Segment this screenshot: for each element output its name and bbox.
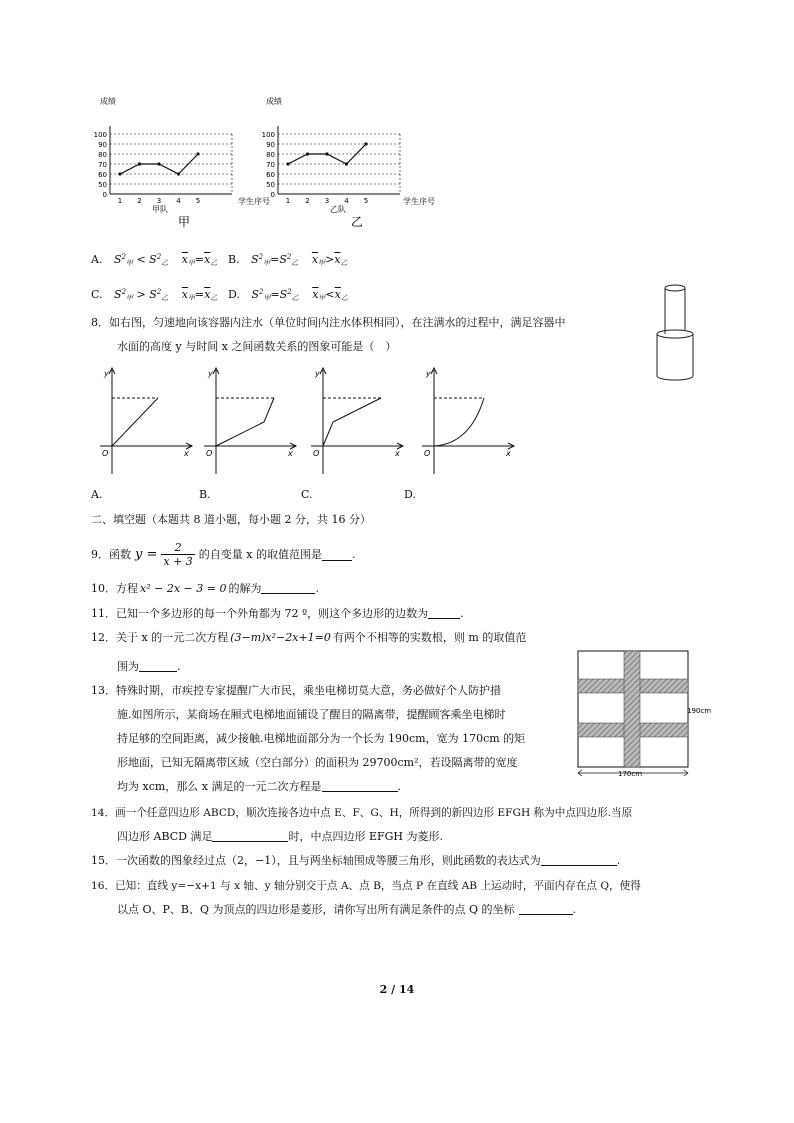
q7-option-c: C. $S^2_甲 > S^2_乙$ $\overline{x}_甲=\overline{x}_乙$	[91, 288, 218, 302]
svg-text:x: x	[288, 449, 293, 458]
chart-yi-caption: 乙	[351, 215, 364, 229]
chart-yi-team: 乙队	[330, 205, 346, 214]
jia-x-tick-label: 5	[195, 197, 201, 205]
q15-answer-blank[interactable]	[541, 853, 617, 866]
q13-line4: 形地面，已知无隔离带区域（空白部分）的面积为 29700cm²，若设隔离带的宽度	[117, 756, 518, 769]
yi-y-tick-label: 90	[266, 141, 275, 149]
svg-text:x: x	[506, 449, 511, 458]
q7-option-b: B. $S^2_甲=S^2_乙$ $\overline{x}_甲>\overline{x}_乙$	[228, 253, 348, 267]
yi-data-point	[364, 142, 367, 145]
yi-y-tick-label: 80	[266, 151, 275, 159]
yi-y-tick-label: 0	[270, 191, 275, 199]
q12-line2: 围为 .	[117, 660, 181, 673]
jia-x-tick-label: 2	[137, 197, 142, 205]
chart-yi-ylabel: 成绩	[266, 97, 282, 106]
q8-graph-c	[307, 364, 407, 482]
q8-line2: 水面的高度 y 与时间 x 之间函数关系的图象可能是（ ）	[117, 340, 397, 353]
q10-answer-blank[interactable]	[261, 581, 315, 594]
q8-graph-b	[200, 364, 300, 482]
page-number: 2 / 14	[379, 983, 415, 996]
q11: 11．已知一个多边形的每一个外角都为 72 º，则这个多边形的边数为 .	[91, 607, 464, 620]
jia-x-tick-label: 4	[176, 197, 181, 205]
yi-x-tick-label: 4	[344, 197, 349, 205]
jia-data-point	[196, 152, 199, 155]
yi-data-point	[325, 152, 328, 155]
q14-line1: 14．画一个任意四边形 ABCD，顺次连接各边中点 E、F、G、H，所得到的新四边形 EFGH 称为中点四边形.当原	[91, 807, 633, 819]
chart-jia-caption: 甲	[178, 215, 191, 229]
q11-answer-blank[interactable]	[428, 606, 460, 619]
q13-line1: 13．特殊时期，市疾控专家提醒广大市民，乘坐电梯切莫大意，务必做好个人防护措	[91, 684, 501, 697]
q15: 15．一次函数的图象经过点（2，−1），且与两坐标轴围成等腰三角形，则此函数的表达式为 .	[91, 854, 621, 867]
yi-x-tick-label: 3	[324, 197, 330, 205]
svg-text:O: O	[313, 449, 320, 458]
elevator-floor-figure	[574, 647, 714, 779]
chart-jia	[90, 94, 270, 234]
svg-text:y: y	[426, 369, 431, 378]
q13-line2: 施.如图所示，某商场在厢式电梯地面铺设了醒目的隔离带，提醒顾客乘坐电梯时	[117, 708, 506, 721]
q7-option-b-label: B.	[228, 253, 240, 266]
q14-answer-blank[interactable]	[212, 829, 288, 842]
jia-y-tick-label: 70	[98, 161, 107, 169]
svg-text:y: y	[315, 369, 320, 378]
jia-x-tick-label: 3	[156, 197, 162, 205]
q8-option-b: B.	[199, 488, 211, 501]
jia-y-tick-label: 100	[93, 131, 107, 139]
q8-graph-a	[96, 364, 196, 482]
jia-data-point	[118, 172, 121, 175]
q12-answer-blank[interactable]	[139, 659, 177, 672]
svg-text:x: x	[395, 449, 400, 458]
chart-yi-xlabel: 学生序号	[403, 197, 435, 206]
jia-data-point	[157, 162, 160, 165]
q7-option-c-label: C.	[91, 288, 103, 301]
q7-option-a: A. $S^2_甲 < S^2_乙$ $\overline{x}_甲=\overline{x}_乙$	[91, 253, 218, 267]
q7-option-d-label: D.	[228, 288, 240, 301]
q13-line5: 均为 xcm，那么 x 满足的一元二次方程是 .	[117, 780, 401, 793]
fig-height-label: 190cm	[687, 707, 712, 715]
yi-x-tick-label: 5	[363, 197, 369, 205]
q14-line2: 四边形 ABCD 满足 时，中点四边形 EFGH 为菱形.	[117, 830, 443, 843]
yi-data-point	[286, 162, 289, 165]
svg-text:O: O	[206, 449, 213, 458]
q13-answer-blank[interactable]	[322, 779, 398, 792]
yi-x-tick-label: 1	[285, 197, 291, 205]
q7-option-a-label: A.	[91, 253, 103, 266]
yi-data-point	[306, 152, 309, 155]
chart-jia-xlabel: 学生序号	[238, 197, 270, 206]
section-heading: 二、填空题（本题共 8 道小题，每小题 2 分，共 16 分）	[91, 513, 371, 526]
q9-answer-blank[interactable]	[322, 548, 352, 561]
q7-option-d: D. $S^2_甲=S^2_乙$ $\overline{x}_甲<\overline{x}_乙$	[228, 288, 348, 302]
jia-y-tick-label: 0	[102, 191, 107, 199]
jia-data-point	[138, 162, 141, 165]
svg-text:y: y	[208, 369, 213, 378]
q16-answer-blank[interactable]	[519, 902, 573, 915]
isolation-band-vertical	[624, 651, 640, 767]
yi-data-point	[345, 162, 348, 165]
yi-x-tick-label: 2	[305, 197, 310, 205]
q8-graph-d	[418, 364, 518, 482]
svg-text:O: O	[424, 449, 431, 458]
q13-line3: 持足够的空间距离，减少接触.电梯地面部分为一个长为 190cm，宽为 170cm 的矩	[117, 732, 526, 745]
chart-jia-grid	[110, 126, 232, 194]
jia-y-tick-label: 60	[98, 171, 107, 179]
jia-data-point	[177, 172, 180, 175]
yi-y-tick-label: 70	[266, 161, 275, 169]
jia-y-tick-label: 80	[98, 151, 107, 159]
q9: 9．函数 y = $\frac{2}{x + 3}$ 的自变量 x 的取值范围是 .	[91, 540, 356, 568]
jia-x-tick-label: 1	[117, 197, 123, 205]
container-figure	[650, 282, 700, 384]
chart-yi	[258, 94, 448, 234]
q16-line1: 16．已知：直线 y=−x+1 与 x 轴、y 轴分别交于点 A、点 B，当点 P 在直线 AB 上运动时，平面内存在点 Q，使得	[91, 880, 641, 892]
q16-line2: 以点 O、P、B、Q 为顶点的四边形是菱形，请你写出所有满足条件的点 Q 的坐标 .	[117, 903, 577, 916]
q10: 10．方程 x² − 2x − 3 = 0 的解为 .	[91, 582, 319, 595]
chart-jia-team: 甲队	[152, 205, 168, 214]
q8-option-a: A.	[91, 488, 103, 501]
yi-y-tick-label: 100	[261, 131, 275, 139]
svg-text:y: y	[104, 369, 109, 378]
q8-line1: 8．如右图，匀速地向该容器内注水（单位时间内注水体积相同），在注满水的过程中，满足容器中	[91, 316, 566, 329]
chart-jia-ylabel: 成绩	[100, 97, 116, 106]
q9-fraction: $\frac{2}{x + 3}$	[163, 540, 193, 568]
svg-text:O: O	[102, 449, 109, 458]
jia-y-tick-label: 50	[98, 181, 107, 189]
q8-option-c: C.	[301, 488, 313, 501]
yi-y-tick-label: 60	[266, 171, 275, 179]
q12-line1: 12．关于 x 的一元二次方程 (3−m)x²−2x+1=0 有两个不相等的实数根，则 m 的取值范	[91, 631, 527, 644]
yi-y-tick-label: 50	[266, 181, 275, 189]
jia-y-tick-label: 90	[98, 141, 107, 149]
fig-width-label: 170cm	[618, 770, 643, 778]
q8-option-d: D.	[404, 488, 416, 501]
svg-text:x: x	[184, 449, 189, 458]
